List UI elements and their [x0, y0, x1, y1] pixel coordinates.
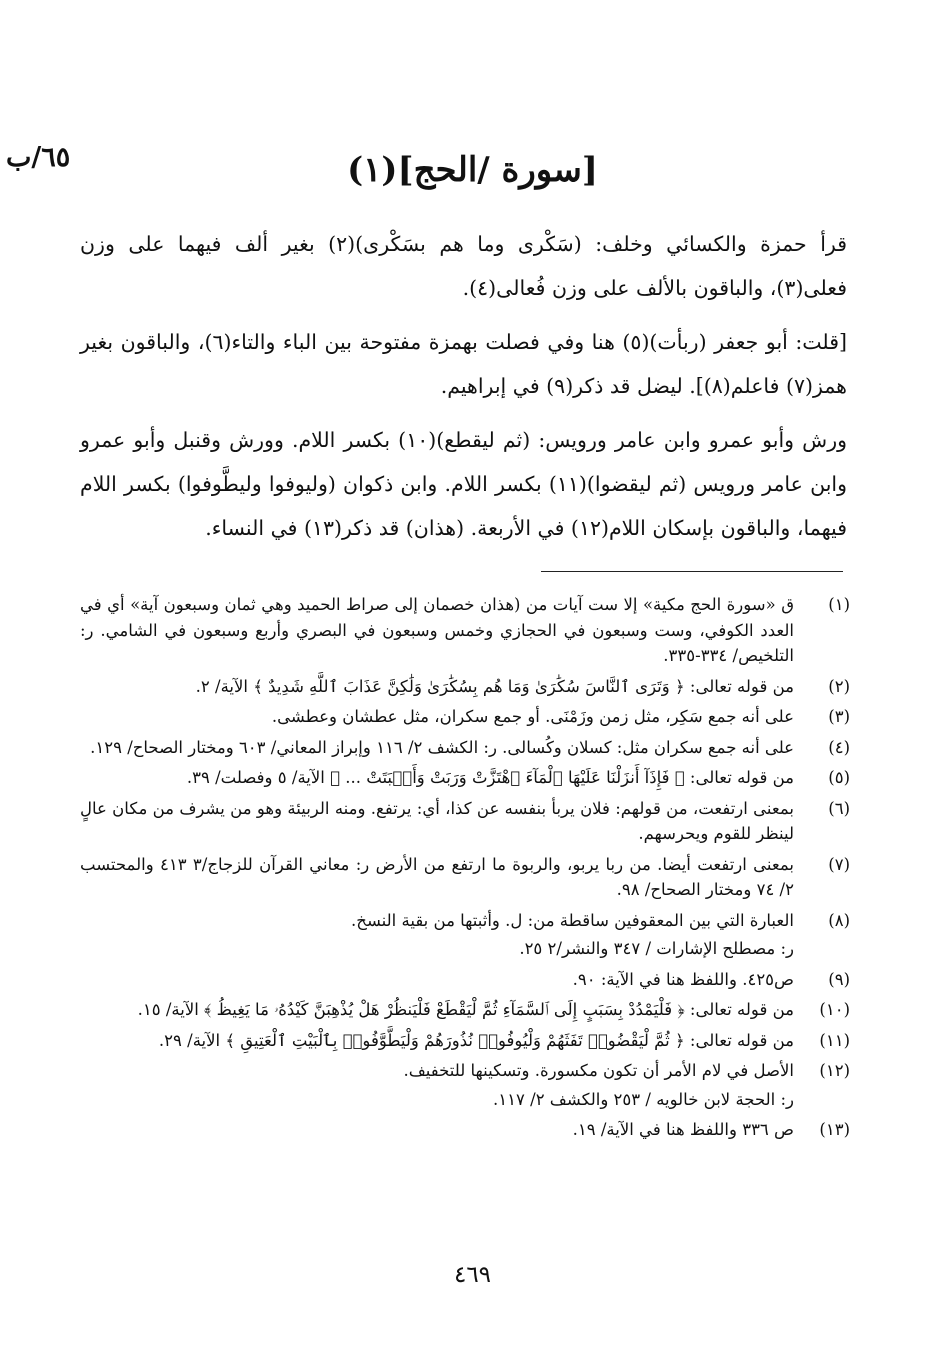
- footnote-text: من قوله تعالى: ﴿ فَلْيَمْدُدْ بِسَبَبٍ إِلَى ٱلسَّمَآءِ ثُمَّ لْيَقْطَعْ فَلْيَنظُرْ هَلْ يُذْهِبَنَّ كَيْدُهُۥ مَا يَغِيظُ ﴾ الآية/ ١٥.: [137, 1000, 794, 1019]
- footnote: [80, 1028, 850, 1054]
- footnote: [80, 852, 850, 903]
- footnote-number: (٦): [828, 798, 850, 818]
- surah-heading: [سورة /الحج](١): [347, 150, 598, 190]
- main-text: [80, 222, 847, 560]
- footnote-number: (١): [828, 595, 850, 614]
- paragraph: ورش وأبو عمرو وابن عامر ورويس: (ثم ليقطع)(١٠) بكسر اللام. وورش وقنبل وأبو عمرو وابن عامر ورويس (ثم ليقضوا)(١١) بكسر اللام. وابن ذكوان (وليوفوا وليطَّوفوا) بكسر اللام فيهما، والباقون بإسكان اللام(١٢) في الأربعة. (هذان) قد ذكر(١٣) في النساء.: [80, 428, 848, 540]
- footnote: [80, 1058, 850, 1112]
- footnote-text: من قوله تعالى: ﴿ وَتَرَى ٱلنَّاسَ سُكَٰرَىٰ وَمَا هُم بِسُكَٰرَىٰ وَلَٰكِنَّ عَذَابَ ٱللَّهِ شَدِيدٌ ﴾ الآية/ ٢.: [195, 676, 794, 696]
- page-number: ٤٦٩: [453, 1262, 492, 1288]
- footnote-text: ص ٣٣٦ واللفظ هنا في الآية/ ١٩.: [572, 1120, 794, 1139]
- paragraph: [قلت: أبو جعفر (ربأت)(٥) هنا وفي فصلت بهمزة مفتوحة بين الباء والتاء(٦)، والباقون بغير همز(٧) فاعلم(٨)]. ليضل قد ذكر(٩) في إبراهيم.: [80, 330, 847, 398]
- footnote: [80, 765, 850, 791]
- footnote: [80, 997, 850, 1023]
- footnote-text: [80, 1058, 794, 1112]
- footnote: [80, 908, 850, 962]
- footnote-number: (١٠): [819, 1000, 850, 1019]
- footnote: [80, 967, 850, 993]
- footnote-number: (١٢): [819, 1061, 850, 1080]
- footnote: [80, 1117, 850, 1143]
- footnote-number: (٥): [828, 768, 850, 787]
- footnote-text: على أنه جمع سكران مثل: كسلان وكُسالى. ر: الكشف ٢/ ١١٦ وإبراز المعاني/ ٦٠٣ ومختار الصحاح/ ١٢٩.: [90, 737, 794, 757]
- footnote: [80, 735, 850, 761]
- footnote-text: ص٤٢٥. واللفظ هنا في الآية: ٩٠.: [572, 969, 794, 989]
- footnote-number: (١١): [819, 1030, 850, 1050]
- footnote-text: على أنه جمع سَكِر، مثل زمن وزَمْنَى. أو جمع سكران، مثل عطشان وعطشى.: [271, 707, 794, 726]
- footnotes: [80, 592, 850, 1148]
- footnote-number: (٤): [828, 737, 850, 757]
- footnote-text: من قوله تعالى: ﴿ ثُمَّ لْيَقْضُوا۟ تَفَثَهُمْ وَلْيُوفُوا۟ نُذُورَهُمْ وَلْيَطَّوَّفُوا۟ بِٱلْبَيْتِ ٱلْعَتِيقِ ﴾ الآية/ ٢٩.: [158, 1030, 794, 1050]
- footnote-reference-line: ر: مصطلح الإشارات / ٣٤٧ والنشر/٢ ٢٥.: [519, 939, 794, 958]
- footnote-text: ق «سورة الحج مكية» إلا ست آيات من (هذان خصمان إلى صراط الحميد وهي ثمان وسبعون آية» أي في العدد الكوفي، وست وسبعون في الحجازي وخمس وسبعون في البصري وأربع وسبعون في الشامي. ر: التلخيص/ ٣٣٤-٣٣٥.: [80, 595, 794, 665]
- footnote-main-line: العبارة التي بين المعقوفين ساقطة من: ل. وأثبتها من بقية النسخ.: [351, 910, 794, 930]
- footnote: [80, 796, 850, 847]
- footnote: [80, 592, 850, 669]
- footnote-reference-line: ر: الحجة لابن خالويه / ٢٥٣ والكشف ٢/ ١١٧.: [493, 1089, 794, 1109]
- footnote-text: [80, 908, 794, 962]
- footnote-number: (٨): [828, 910, 850, 930]
- footnote-number: (١٣): [819, 1120, 850, 1139]
- footnote-number: (٢): [828, 676, 850, 696]
- footnote-number: (٣): [828, 707, 850, 726]
- footnote-main-line: الأصل في لام الأمر أن تكون مكسورة. وتسكينها للتخفيف.: [403, 1061, 794, 1080]
- footnote: [80, 704, 850, 730]
- footnote-text: بمعنى ارتفعت، من قولهم: فلان يربأ بنفسه عن كذا، أي: يرتفع. ومنه الربيئة وهو من يشرف من مكان عالٍ لينظر للقوم ويحرسهم.: [80, 798, 794, 843]
- footnote: [80, 674, 850, 700]
- footnote-text: بمعنى ارتفعت أيضا. من ربا يربو، والربوة ما ارتفع من الأرض ر: معاني القرآن للزجاج/٣ ٤١٣ والمحتسب ٢/ ٧٤ ومختار الصحاح/ ٩٨.: [80, 854, 795, 899]
- footnote-text: من قوله تعالى: ﴿ فَإِذَآ أَنزَلْنَا عَلَيْهَا ٱلْمَآءَ ٱهْتَزَّتْ وَرَبَتْ وَأَنۢبَتَتْ ... ﴾ الآية/ ٥ وفصلت/ ٣٩.: [186, 768, 794, 787]
- footnote-number: (٩): [828, 969, 850, 989]
- paragraph: قرأ حمزة والكسائي وخلف: (سَكْرى وما هم بسَكْرى)(٢) بغير ألف فيهما على وزن فعلى(٣)، والباقون بالألف على وزن فُعالى(٤).: [80, 232, 847, 300]
- footnote-number: (٧): [828, 854, 850, 874]
- footnote-separator: [541, 571, 843, 572]
- manuscript-folio-reference: ٦٥/ب: [6, 142, 71, 173]
